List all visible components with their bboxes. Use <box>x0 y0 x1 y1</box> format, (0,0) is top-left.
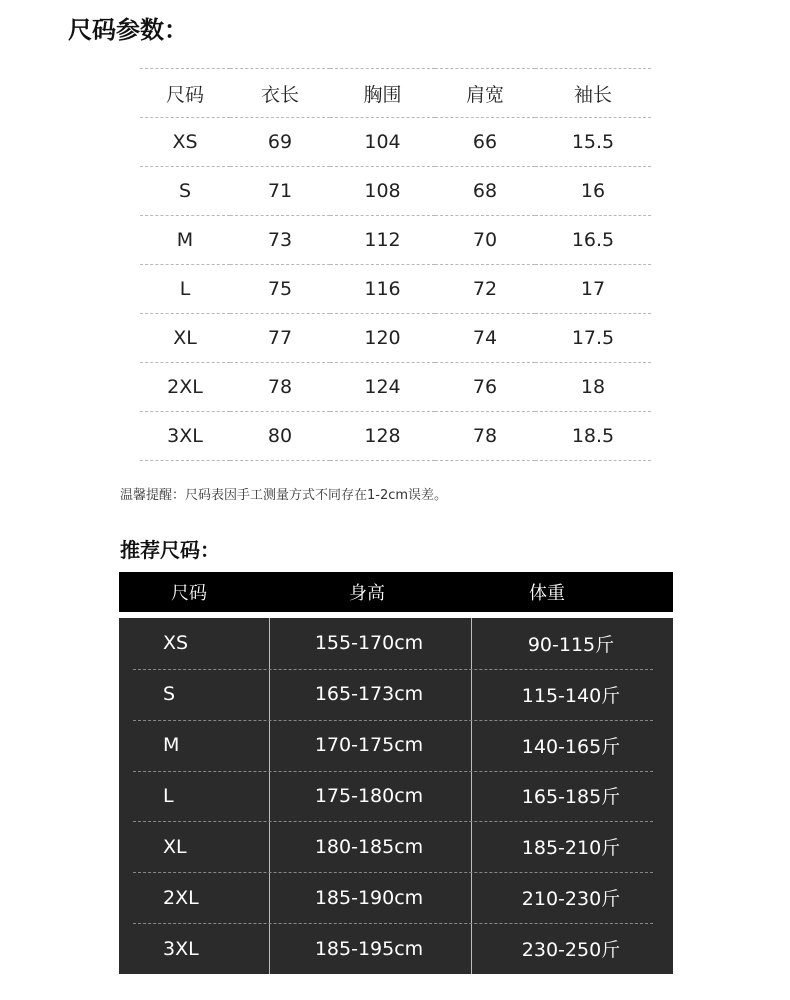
table-cell: 230-250斤 <box>521 939 621 962</box>
table-cell: 16.5 <box>535 216 651 265</box>
table-cell: 77 <box>230 314 330 363</box>
table-cell: 70 <box>435 216 535 265</box>
table-row <box>119 618 673 669</box>
table-row <box>140 314 651 363</box>
rec-header-weight: 体重 <box>529 583 565 604</box>
table-cell: L <box>163 784 174 807</box>
table-row <box>140 216 651 265</box>
table-cell: XS <box>163 632 189 655</box>
table-cell: 3XL <box>140 412 230 461</box>
table-cell: 16 <box>535 167 651 216</box>
row-divider <box>133 821 653 822</box>
header-shoulder: 肩宽 <box>435 69 535 118</box>
table-cell: 15.5 <box>535 118 651 167</box>
row-divider <box>133 669 653 670</box>
table-cell: 185-190cm <box>314 886 424 909</box>
table-cell: 165-185斤 <box>521 786 621 809</box>
table-row <box>119 872 673 923</box>
table-cell: 140-165斤 <box>521 735 621 758</box>
table-cell: 76 <box>435 363 535 412</box>
table-cell: 104 <box>330 118 435 167</box>
table-cell: 90-115斤 <box>527 633 615 656</box>
table-cell: 78 <box>230 363 330 412</box>
table-cell: 108 <box>330 167 435 216</box>
table-cell: 124 <box>330 363 435 412</box>
table-cell: 75 <box>230 265 330 314</box>
header-chest: 胸围 <box>330 69 435 118</box>
table-cell: XL <box>140 314 230 363</box>
table-cell: S <box>140 167 230 216</box>
table-cell: 210-230斤 <box>521 888 621 911</box>
table-cell: L <box>140 265 230 314</box>
table-cell: 185-195cm <box>314 937 424 960</box>
table-cell: 80 <box>230 412 330 461</box>
table-row <box>140 118 651 167</box>
table-row <box>140 265 651 314</box>
table-row <box>140 412 651 461</box>
table-row <box>119 923 673 974</box>
table-cell: 69 <box>230 118 330 167</box>
table-cell: 74 <box>435 314 535 363</box>
table-cell: 115-140斤 <box>521 684 621 707</box>
row-divider <box>133 872 653 873</box>
table-cell: 3XL <box>163 937 199 960</box>
table-cell: M <box>163 734 180 757</box>
rec-header-size: 尺码 <box>171 583 207 604</box>
table-cell: 72 <box>435 265 535 314</box>
table-cell: 155-170cm <box>314 632 424 655</box>
table-cell: 180-185cm <box>314 835 424 858</box>
table-cell: 2XL <box>163 886 199 909</box>
table-row <box>119 669 673 720</box>
table-cell: 18.5 <box>535 412 651 461</box>
table-cell: XS <box>140 118 230 167</box>
table-cell: 185-210斤 <box>521 837 621 860</box>
table-cell: 18 <box>535 363 651 412</box>
recommended-table-header <box>119 572 673 612</box>
table-cell: 120 <box>330 314 435 363</box>
row-divider <box>133 923 653 924</box>
table-cell: 78 <box>435 412 535 461</box>
table-row <box>140 363 651 412</box>
rec-header-height: 身高 <box>349 583 385 604</box>
row-divider <box>133 720 653 721</box>
table-cell: 170-175cm <box>314 734 424 757</box>
row-divider <box>133 771 653 772</box>
table-cell: 175-180cm <box>314 784 424 807</box>
table-cell: 2XL <box>140 363 230 412</box>
table-cell: 116 <box>330 265 435 314</box>
table-cell: 71 <box>230 167 330 216</box>
size-table-header-row <box>140 69 651 118</box>
size-parameters-table <box>140 68 651 461</box>
table-cell: 165-173cm <box>314 683 424 706</box>
table-row <box>119 720 673 771</box>
table-cell: M <box>140 216 230 265</box>
table-row <box>140 167 651 216</box>
table-cell: XL <box>163 835 187 858</box>
table-row <box>119 771 673 822</box>
table-cell: 112 <box>330 216 435 265</box>
table-cell: 73 <box>230 216 330 265</box>
table-cell: 17.5 <box>535 314 651 363</box>
measurement-note: 温馨提醒：尺码表因手工测量方式不同存在1-2cm误差。 <box>120 488 448 503</box>
size-parameters-title: 尺码参数： <box>68 16 188 44</box>
header-length: 衣长 <box>230 69 330 118</box>
recommended-table-body <box>119 618 673 974</box>
table-row <box>119 821 673 872</box>
header-sleeve: 袖长 <box>535 69 651 118</box>
table-cell: 17 <box>535 265 651 314</box>
table-cell: 68 <box>435 167 535 216</box>
recommended-size-title: 推荐尺码： <box>120 538 220 562</box>
header-size: 尺码 <box>140 69 230 118</box>
table-cell: 128 <box>330 412 435 461</box>
table-cell: S <box>163 683 176 706</box>
table-cell: 66 <box>435 118 535 167</box>
